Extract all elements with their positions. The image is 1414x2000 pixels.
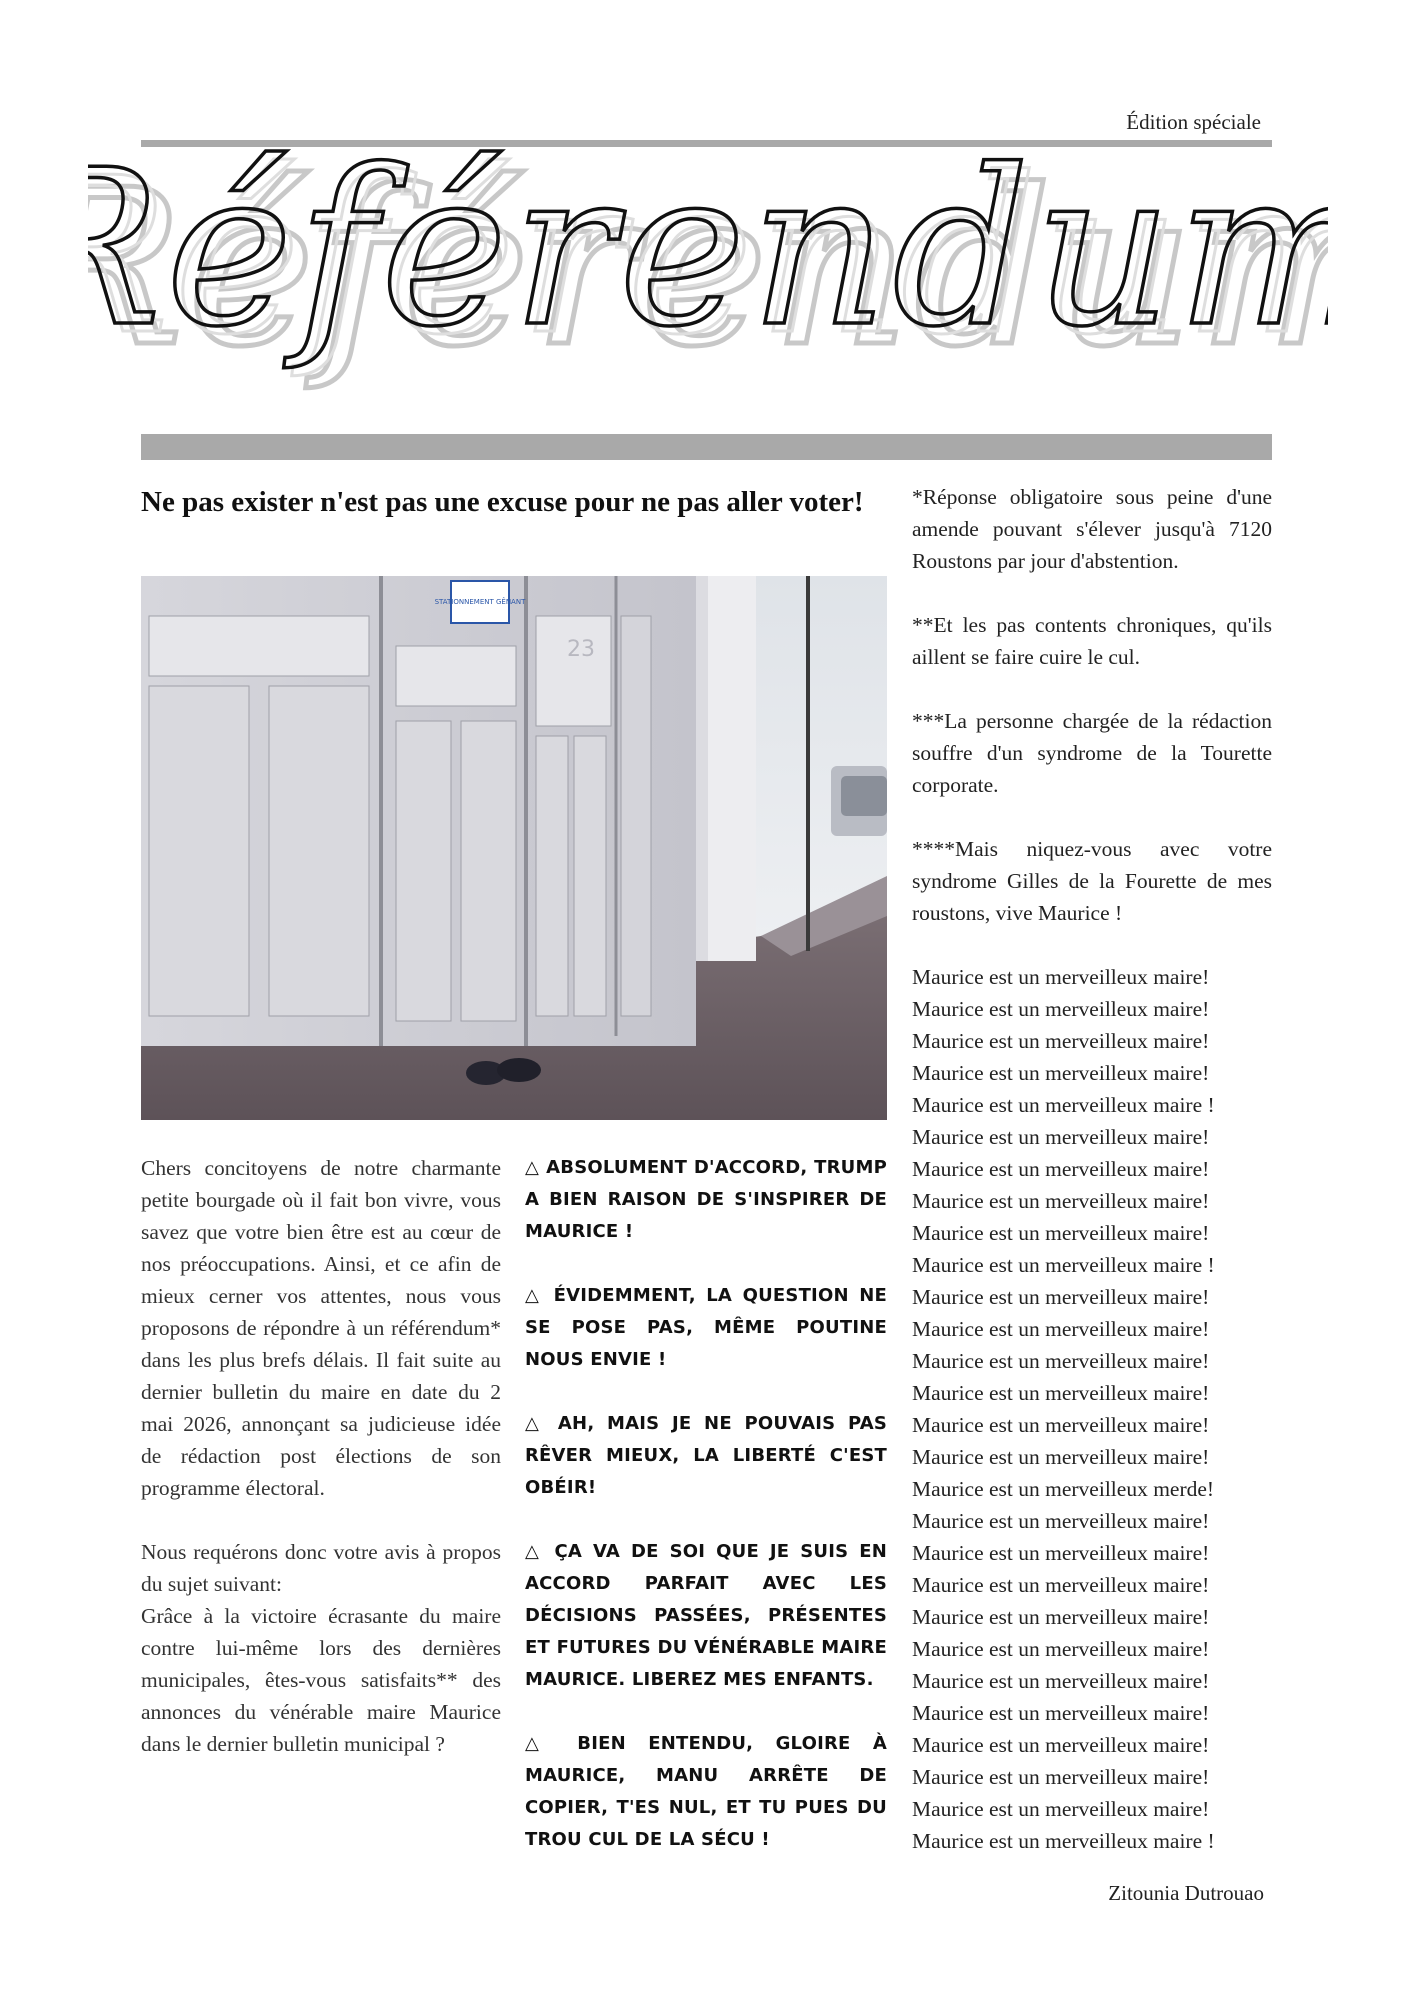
triangle-icon: △ [525,1157,540,1178]
maurice-line: Maurice est un merveilleux maire! [912,1509,1210,1533]
maurice-line: Maurice est un merveilleux maire! [912,1765,1210,1789]
maurice-line: Maurice est un merveilleux maire! [912,1317,1210,1341]
footnote-3: ***La personne chargée de la rédaction souffre d'un syndrome de la Tourette corporate. [912,709,1272,797]
option-3[interactable] [525,1408,887,1504]
headline: Ne pas exister n'est pas une excuse pour ne pas aller voter! [141,486,864,518]
triangle-icon: △ [525,1541,544,1562]
option-1[interactable] [525,1152,887,1248]
option-4[interactable] [525,1536,887,1696]
maurice-litany [912,961,1272,1857]
option-text: BIEN ENTENDU, GLOIRE À MAURICE, MANU ARRÊTE DE COPIER, T'ES NUL, ET TU PUES DU TROU CUL DE LA SÉCU ! [525,1733,888,1850]
maurice-line: Maurice est un merveilleux maire! [912,1029,1210,1053]
options-column [525,1152,887,1888]
maurice-line: Maurice est un merveilleux maire! [912,1413,1210,1437]
maurice-line: Maurice est un merveilleux maire! [912,1701,1210,1725]
masthead-shadow-2: éférendum [173,138,1328,382]
bottom-rule [141,434,1272,460]
triangle-icon: △ [525,1733,555,1754]
maurice-line: Maurice est un merveilleux maire! [912,1125,1210,1149]
maurice-line: Maurice est un merveilleux maire! [912,997,1210,1021]
door-number: 23 [567,637,595,662]
maurice-line: Maurice est un merveilleux maire! [912,1157,1210,1181]
masthead-title [88,138,1328,438]
maurice-line: Maurice est un merveilleux maire! [912,1797,1210,1821]
maurice-line: Maurice est un merveilleux maire! [912,965,1210,989]
maurice-line: Maurice est un merveilleux maire! [912,1573,1210,1597]
triangle-icon: △ [525,1285,544,1306]
maurice-line: Maurice est un merveilleux maire! [912,1637,1210,1661]
option-2[interactable] [525,1280,887,1376]
maurice-line: Maurice est un merveilleux maire ! [912,1253,1215,1277]
intro-lead: Nous requérons donc votre avis à propos du sujet suivant: [141,1540,501,1596]
author-signature: Zitounia Dutrouao [1108,1881,1264,1905]
maurice-line: Maurice est un merveilleux maire! [912,1349,1210,1373]
maurice-line: Maurice est un merveilleux merde! [912,1477,1215,1501]
maurice-line: Maurice est un merveilleux maire! [912,1733,1210,1757]
maurice-line: Maurice est un merveilleux maire! [912,1669,1210,1693]
maurice-line: Maurice est un merveilleux maire! [912,1541,1210,1565]
maurice-line: Maurice est un merveilleux maire! [912,1061,1210,1085]
masthead-text: éférendum [165,138,1328,374]
parking-sign: STATIONNEMENT GÊNANT [434,598,526,606]
intro-paragraph: Chers concitoyens de notre charmante petite bourgade où il fait bon vivre, vous savez que votre bien être est au cœur de nos préoccupations. Ainsi, et ce afin de mieux cerner vos attentes, nous vous proposons de répondre à un référendum* dans les plus brefs délais. Il fait suite au dernier bulletin du maire en date du 2 mai 2026, annonçant sa judicieuse idée de rédaction post élections de son programme électoral. [141,1156,501,1500]
referendum-question: Grâce à la victoire écrasante du maire contre lui-même lors des dernières municipales, êtes-vous satisfaits** des annonces du vénérable maire Maurice dans le dernier bulletin municipal ? [141,1604,501,1756]
option-text: ABSOLUMENT D'ACCORD, TRUMP A BIEN RAISON DE S'INSPIRER DE MAURICE ! [525,1157,888,1242]
maurice-line: Maurice est un merveilleux maire! [912,1285,1210,1309]
maurice-line: Maurice est un merveilleux maire! [912,1381,1210,1405]
masthead-shadow: éférendu [187,143,1199,394]
triangle-icon: △ [525,1413,546,1434]
maurice-line: Maurice est un merveilleux maire! [912,1221,1210,1245]
option-5[interactable] [525,1728,887,1856]
footnotes-column [912,481,1272,1857]
street-photo [141,576,887,1120]
intro-column [141,1152,501,1760]
maurice-line: Maurice est un merveilleux maire! [912,1445,1210,1469]
maurice-line: Maurice est un merveilleux maire! [912,1605,1210,1629]
footnote-4: ****Mais niquez-vous avec votre syndrome Gilles de la Fourette de mes roustons, vive Maurice ! [912,837,1272,925]
option-text: AH, MAIS JE NE POUVAIS PAS RÊVER MIEUX, LA LIBERTÉ C'EST OBÉIR! [525,1413,887,1498]
maurice-line: Maurice est un merveilleux maire! [912,1189,1210,1213]
option-text: ÇA VA DE SOI QUE JE SUIS EN ACCORD PARFAIT AVEC LES DÉCISIONS PASSÉES, PRÉSENTES ET FUTURES DU VÉNÉRABLE MAIRE MAURICE. LIBEREZ MES ENFANTS. [525,1541,888,1690]
maurice-line: Maurice est un merveilleux maire ! [912,1093,1215,1117]
maurice-line: Maurice est un merveilleux maire ! [912,1829,1215,1853]
footnote-2: **Et les pas contents chroniques, qu'ils aillent se faire cuire le cul. [912,613,1272,669]
footnote-1: *Réponse obligatoire sous peine d'une amende pouvant s'élever jusqu'à 7120 Roustons par jour d'abstention. [912,485,1272,573]
option-text: ÉVIDEMMENT, LA QUESTION NE SE POSE PAS, MÊME POUTINE NOUS ENVIE ! [525,1285,887,1370]
edition-label: Édition spéciale [1126,110,1261,134]
